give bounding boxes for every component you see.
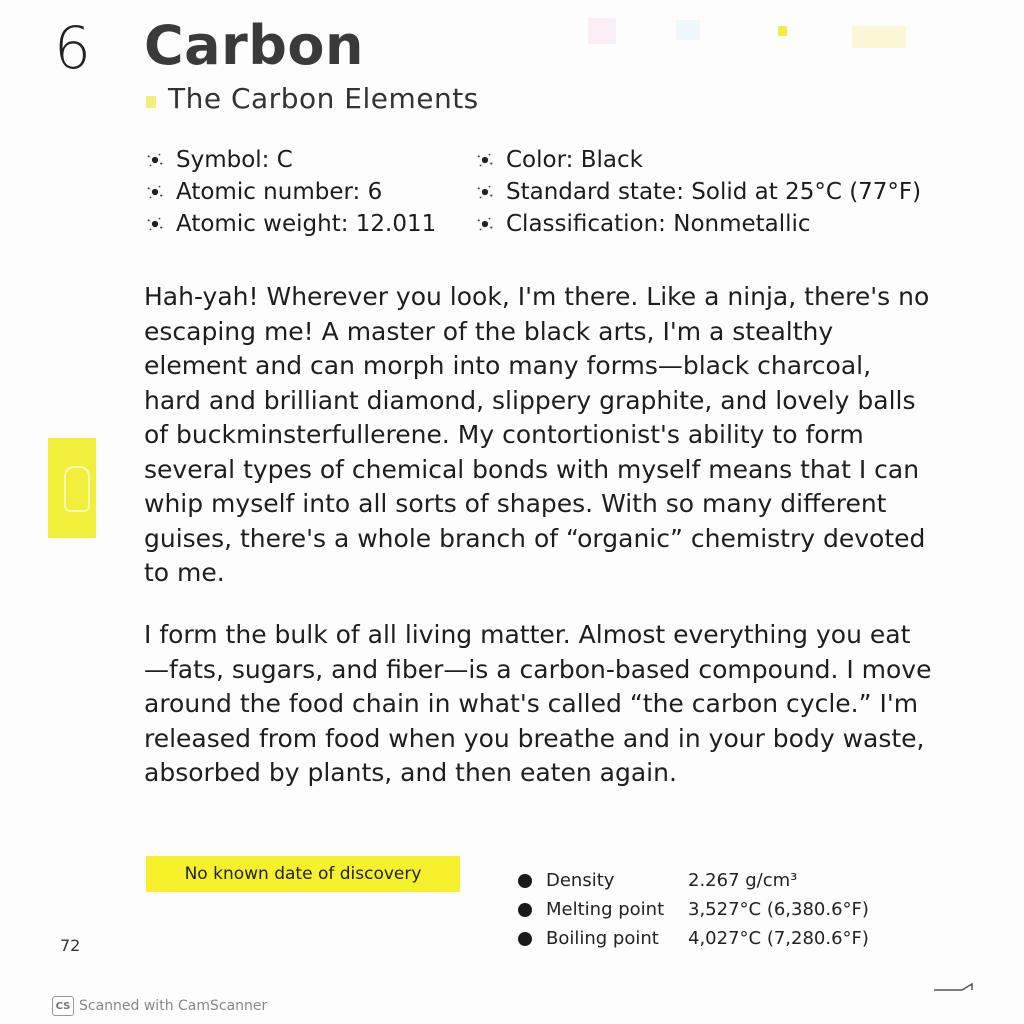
- property-row: [476, 144, 921, 176]
- watermark-text: Scanned with CamScanner: [79, 998, 268, 1014]
- page-stain: [588, 18, 616, 44]
- property-text: Color: Black: [506, 147, 643, 173]
- scanner-watermark: [52, 996, 267, 1016]
- property-text: Symbol: C: [176, 147, 293, 173]
- group-subtitle: The Carbon Elements: [168, 82, 479, 115]
- page-stain: [852, 26, 906, 48]
- stat-row: [518, 866, 869, 895]
- stat-value: 2.267 g/cm³: [688, 870, 798, 891]
- page-title: Carbon: [144, 14, 364, 77]
- page-stain: [676, 20, 700, 40]
- property-row: [146, 208, 436, 240]
- atomic-number-heading: 6: [54, 14, 91, 82]
- physical-stats: [518, 866, 869, 953]
- atom-icon: [476, 215, 494, 233]
- property-row: [146, 144, 436, 176]
- discovery-badge: No known date of discovery: [146, 856, 460, 892]
- stat-name: Density: [546, 870, 615, 891]
- stat-row: [518, 895, 869, 924]
- atom-icon: [146, 215, 164, 233]
- stat-name: Melting point: [546, 899, 665, 920]
- property-text: Atomic weight: 12.011: [176, 211, 437, 237]
- page-stain: [778, 26, 787, 36]
- properties-right: [476, 144, 921, 240]
- property-row: [476, 176, 921, 208]
- corner-mark: [934, 982, 974, 992]
- property-text: Classification: Nonmetallic: [506, 211, 811, 237]
- properties-left: [146, 144, 436, 240]
- page-number: 72: [60, 936, 81, 955]
- atom-icon: [146, 183, 164, 201]
- bullet-icon: [518, 874, 532, 888]
- stat-row: [518, 924, 869, 953]
- camscanner-logo: CS: [52, 996, 74, 1016]
- subtitle-marker: [146, 96, 156, 108]
- bullet-icon: [518, 932, 532, 946]
- stat-name: Boiling point: [546, 928, 659, 949]
- body-paragraph: I form the bulk of all living matter. Almost everything you eat—fats, sugars, and fiber—is a carbon-based compound. I move around the food chain in what's called “the carbon cycle.” I'm released from food when you breathe and in your body waste, absorbed by plants, and then eaten again.: [144, 620, 932, 787]
- bullet-icon: [518, 903, 532, 917]
- body-paragraph: Hah-yah! Wherever you look, I'm there. Like a ninja, there's no escaping me! A master of the black arts, I'm a stealthy element and can morph into many forms—black charcoal, hard and brilliant diamond, slippery graphite, and lovely balls of buckminsterfullerene. My contortionist's ability to form several types of chemical bonds with myself means that I can whip myself into all sorts of shapes. With so many different guises, there's a whole branch of “organic” chemistry devoted to me.: [144, 282, 930, 587]
- chapter-side-tab: [48, 438, 96, 538]
- atom-icon: [476, 183, 494, 201]
- property-row: [476, 208, 921, 240]
- stat-value: 4,027°C (7,280.6°F): [688, 928, 869, 949]
- property-text: Standard state: Solid at 25°C (77°F): [506, 179, 922, 205]
- property-text: Atomic number: 6: [176, 179, 383, 205]
- stat-value: 3,527°C (6,380.6°F): [688, 899, 869, 920]
- property-row: [146, 176, 436, 208]
- atom-icon: [146, 151, 164, 169]
- atom-icon: [476, 151, 494, 169]
